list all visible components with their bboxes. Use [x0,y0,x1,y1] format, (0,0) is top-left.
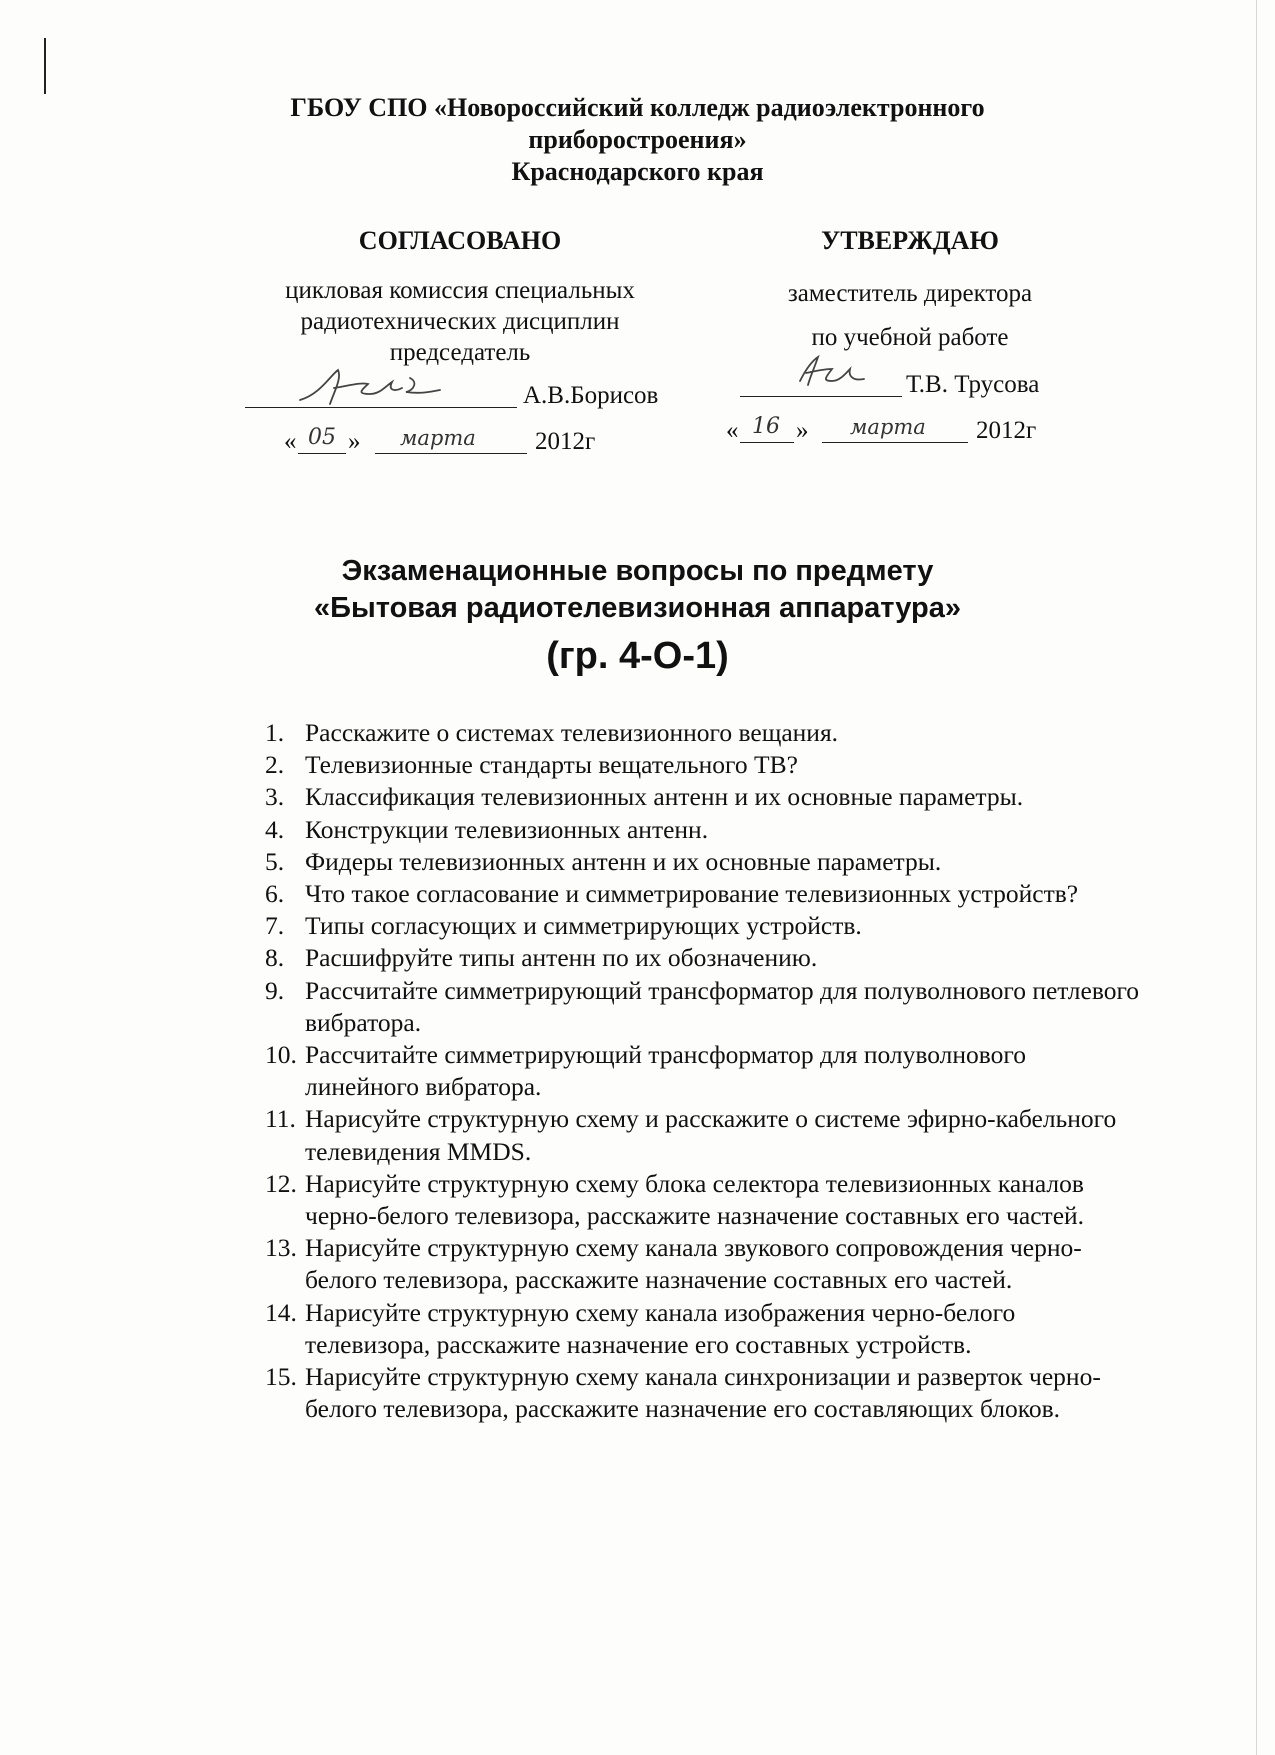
agreed-signature-row [230,372,690,418]
question-text: Что такое согласование и симметрирование телевизионных устройств? [305,879,1079,909]
handwritten-month: марта [850,415,926,439]
date-quote-open: « [726,417,739,444]
question-text: Расшифруйте типы антенн по их обозначению. [305,943,818,973]
question-item [265,878,1145,910]
question-item [265,1232,1145,1296]
question-number: 8. [265,943,285,973]
org-line-3: Краснодарского края [511,157,764,186]
handwritten-signature [290,364,460,412]
question-text: Типы согласующих и симметрирующих устройств. [305,911,862,941]
handwritten-signature [792,351,872,397]
title-line-1: Экзаменационные вопросы по предмету [341,555,934,587]
handwritten-day: 05 [308,425,336,450]
handwritten-day: 16 [752,414,780,439]
question-item [265,1297,1145,1361]
question-number: 15. [265,1362,297,1392]
date-quote-open: « [284,428,297,455]
question-item [265,749,1145,781]
question-number: 2. [265,750,285,780]
agreed-date-row [230,418,690,464]
question-item [265,1361,1145,1425]
question-text: Нарисуйте структурную схему канала синхронизации и разверток черно-белого телевизора, расскажите назначение его составляющих блоков. [305,1362,1101,1424]
question-number: 11. [265,1104,296,1134]
question-item [265,975,1145,1039]
document-title [0,553,1275,627]
org-line-1: ГБОУ СПО «Новороссийский колледж радиоэлектронного [290,93,985,122]
approval-block-agreed [230,225,690,464]
question-number: 10. [265,1040,297,1070]
approved-signer-name: Т.В. Трусова [906,371,1040,398]
question-number: 6. [265,879,285,909]
day-underline [740,442,794,443]
question-item [265,814,1145,846]
question-text: Рассчитайте симметрирующий трансформатор для полуволнового линейного вибратора. [305,1040,1026,1102]
question-number: 5. [265,846,285,876]
question-item [265,942,1145,974]
question-text: Классификация телевизионных антенн и их основные параметры. [305,782,1024,812]
question-number: 3. [265,782,285,812]
question-item [265,846,1145,878]
question-number: 12. [265,1168,297,1198]
question-item [265,1168,1145,1232]
question-text: Расскажите о системах телевизионного вещания. [305,718,839,747]
day-underline [298,453,346,454]
approved-heading: УТВЕРЖДАЮ [821,226,999,255]
question-item [265,1103,1145,1167]
question-text: Нарисуйте структурную схему и расскажите о системе эфирно-кабельного телевидения MMDS. [305,1104,1117,1166]
question-number: 14. [265,1297,297,1327]
organization-header [0,92,1275,188]
question-text: Фидеры телевизионных антенн и их основные параметры. [305,846,942,876]
agreed-signer-name: А.В.Борисов [523,382,659,409]
scan-mark [44,38,46,94]
question-text: Нарисуйте структурную схему блока селектора телевизионных каналов черно-белого телевизора, расскажите назначение составных его частей. [305,1168,1085,1231]
approved-date-row [700,407,1120,453]
month-underline [375,453,527,454]
question-item [265,910,1145,942]
month-underline [822,442,968,443]
date-quote-close: » [796,417,809,444]
org-line-2: приборостроения» [528,125,747,154]
group-label: (гр. 4-О-1) [546,635,729,677]
approved-year: 2012г [976,417,1037,444]
approved-line-2: по учебной работе [811,324,1009,351]
question-number: 4. [265,814,285,844]
agreed-year: 2012г [535,428,596,455]
approved-signature-row [700,361,1120,407]
question-number: 7. [265,911,285,941]
question-text: Рассчитайте симметрирующий трансформатор для полуволнового петлевого вибратора. [305,975,1140,1037]
question-number: 13. [265,1233,297,1263]
agreed-heading: СОГЛАСОВАНО [358,226,562,255]
question-text: Нарисуйте структурную схему канала изображения черно-белого телевизора, расскажите назначение его составных устройств. [305,1297,1016,1359]
page-edge [1256,0,1257,1755]
question-number: 9. [265,975,285,1005]
approval-block-approved [700,225,1120,453]
title-line-2: «Бытовая радиотелевизионная аппаратура» [314,592,961,624]
question-text: Нарисуйте структурную схему канала звукового сопровождения черно-белого телевизора, расскажите назначение составных его частей. [305,1233,1082,1295]
agreed-line-2: радиотехнических дисциплин [300,308,620,335]
question-item [265,1039,1145,1103]
exam-questions-list [265,717,1145,1425]
question-item [265,717,1145,749]
question-item [265,781,1145,813]
question-text: Телевизионные стандарты вещательного ТВ? [305,750,798,780]
question-text: Конструкции телевизионных антенн. [305,814,709,844]
approved-line-1: заместитель директора [787,280,1033,307]
handwritten-month: марта [400,426,476,450]
question-number: 1. [265,718,285,747]
agreed-line-1: цикловая комиссия специальных [285,277,635,304]
agreed-line-3: председатель [389,339,531,366]
date-quote-close: » [348,428,361,455]
